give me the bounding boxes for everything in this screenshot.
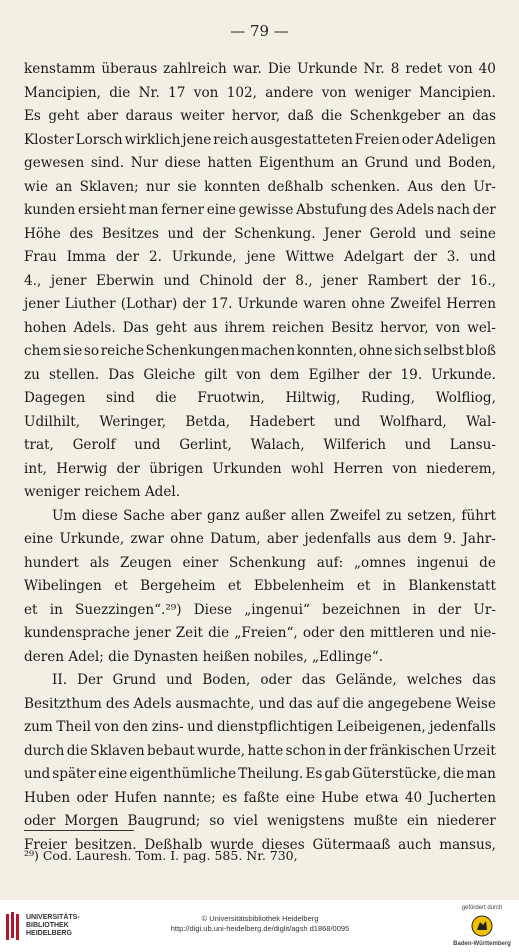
text-line: jener Liuther (Lothar) der 17. Urkunde waren ohne Zweifel Herren: [24, 296, 496, 312]
text-line: Höhe des Besitzes und der Schenkung. Jener Gerold und seine: [24, 225, 496, 242]
text-line: und später eine eigenthümliche Theilung. Es gab Güterstücke, die man: [24, 766, 496, 782]
text-line: hohen Adels. Das geht aus ihrem reichen Besitz hervor, von wel-: [24, 319, 496, 336]
text-line: Udilhilt, Weringer, Betda, Hadebert und Wolfhard, Wal-: [24, 413, 496, 430]
footnote: ²⁹) Cod. Lauresh. Tom. I. pag. 585. Nr. 730,: [24, 848, 298, 863]
text-line: gewesen sind. Nur diese hatten Eigenthum an Grund und Boden,: [24, 155, 496, 171]
library-logo[interactable]: [6, 912, 86, 940]
footnote-rule: [24, 830, 134, 831]
text-line: Besitzthum des Adels ausmachte, und das auf die angegebene Weise: [24, 695, 496, 712]
text-line: II. Der Grund und Boden, oder das Gelände, welches das: [52, 672, 496, 688]
text-line: 4., jener Eberwin und Chinold der 8., jener Rambert der 16.,: [24, 272, 496, 289]
text-line: chem sie so reiche Schenkungen machen konnten, ohne sich selbst bloß: [24, 343, 496, 359]
page-number: — 79 —: [230, 22, 289, 40]
text-line: et in Suezzingen“.²⁹) Diese „ingenui“ bezeichnen in der Ur-: [24, 601, 496, 618]
text-line: Dagegen sind die Fruotwin, Hiltwig, Ruding, Wolfliog,: [24, 390, 496, 406]
state-lion-icon: [471, 915, 493, 937]
text-line: Wibelingen et Bergeheim et Ebbelenheim et in Blankenstatt: [24, 578, 496, 594]
copyright-text: © Universitätsbibliothek Heidelberg: [201, 914, 319, 923]
library-logo-icon: [6, 912, 22, 940]
text-line: Huben oder Hufen nannte; es faßte eine Hube etwa 40 Jucherten: [24, 789, 496, 806]
text-line: zu stellen. Das Gleiche gilt von dem Egilher der 19. Urkunde.: [24, 366, 496, 383]
funded-by-label: gefördert durch: [461, 905, 503, 911]
text-line: Freier besitzen. Deßhalb wurde dieses Gütermaaß auch mansus,: [24, 836, 496, 853]
text-line: Um diese Sache aber ganz außer allen Zweifel zu setzen, führt: [52, 507, 496, 524]
footer-bar: [0, 900, 519, 952]
text-line: oder Morgen Baugrund; so viel wenigstens mußte ein niederer: [24, 813, 496, 829]
footer-info: [130, 914, 390, 934]
text-line: kundensprache jener Zeit die „Freien“, oder den mittleren und nie-: [24, 625, 496, 641]
body-text: [24, 58, 496, 857]
text-line: hundert als Zeugen einer Schenkung auf: „omnes ingenui de: [24, 554, 496, 571]
text-line: trat, Gerolf und Gerlint, Walach, Wilferich und Lansu-: [24, 437, 496, 453]
funder-name: Baden-Württemberg: [453, 941, 511, 947]
text-line: eine Urkunde, zwar ohne Datum, aber jedenfalls aus dem 9. Jahr-: [24, 531, 496, 547]
text-line: Es geht aber daraus weiter hervor, daß die Schenkgeber an das: [24, 108, 496, 124]
text-line: deren Adel; die Dynasten heißen nobiles, „Edlinge“.: [24, 648, 384, 665]
text-line: Kloster Lorsch wirklich jene reich ausgestatteten Freien oder Adeligen: [24, 131, 496, 148]
library-logo-text: UNIVERSITÄTS-BIBLIOTHEK HEIDELBERG: [26, 914, 80, 937]
text-line: kunden ersieht man ferner eine gewisse Abstufung des Adels nach der: [24, 202, 496, 218]
text-line: zum Theil von den zins- und dienstpflichtigen Leibeigenen, jedenfalls: [24, 719, 496, 735]
text-line: durch die Sklaven bebaut wurde, hatte schon in der fränkischen Urzeit: [24, 742, 496, 759]
text-line: Frau Imma der 2. Urkunde, jene Wittwe Adelgart der 3. und: [24, 249, 496, 265]
page-url-link[interactable]: http://digi.ub.uni-heidelberg.de/diglit/agsh d1868/0095: [170, 924, 350, 933]
text-line: kenstamm überaus zahlreich war. Die Urkunde Nr. 8 redet von 40: [24, 61, 496, 77]
text-line: int, Herwig der übrigen Urkunden wohl Herren von niederem,: [24, 460, 496, 477]
text-line: weniger reichem Adel.: [24, 484, 181, 500]
text-line: wie an Sklaven; nur sie konnten deßhalb schenken. Aus den Ur-: [24, 178, 496, 195]
text-line: Mancipien, die Nr. 17 von 102, andere von weniger Mancipien.: [24, 84, 496, 101]
funder-logo[interactable]: [451, 904, 513, 948]
